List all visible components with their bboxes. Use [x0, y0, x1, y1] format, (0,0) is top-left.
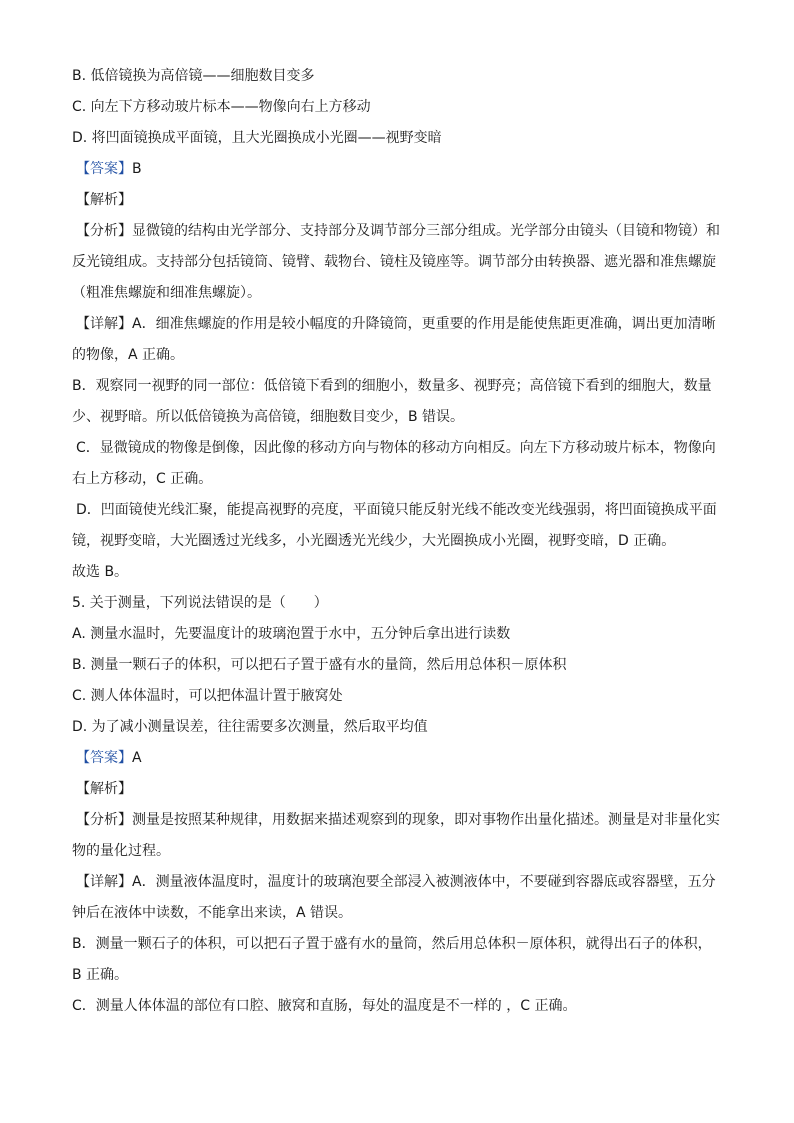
q4-option-b: B. 低倍镜换为高倍镜——细胞数目变多 [72, 68, 315, 84]
answer-tag: 【答案】 [76, 161, 132, 177]
fenxi-tag: 【分析】 [76, 223, 132, 239]
answer-value: A [132, 750, 142, 766]
q4-xiangjie-b2: 少、视野暗。所以低倍镜换为高倍镜，细胞数目变少，B 错误。 [72, 409, 465, 425]
xiangjie-tag: 【详解】 [76, 316, 132, 332]
q4-xiangjie-d1: D．凹面镜使光线汇聚，能提高视野的亮度，平面镜只能反射光线不能改变光线强弱，将凹面镜换成平面 [76, 502, 717, 518]
q4-xiangjie-d2: 镜，视野变暗，大光圈透过光线多，小光圈透光光线少，大光圈换成小光圈，视野变暗，D 正确。 [72, 533, 676, 549]
q4-option-c: C. 向左下方移动玻片标本——物像向右上方移动 [72, 99, 371, 115]
q5-xiangjie-c1: C．测量人体体温的部位有口腔、腋窝和直肠，每处的温度是不一样的 ，C 正确。 [72, 998, 577, 1014]
q5-xiangjie-b1: B．测量一颗石子的体积，可以把石子置于盛有水的量筒，然后用总体积－原体积，就得出石子的体积， [72, 936, 712, 952]
xiangjie-text: A．测量液体温度时，温度计的玻璃泡要全部浸入被测液体中，不要碰到容器底或容器壁，五分 [132, 874, 716, 890]
q4-xiangjie-c2: 右上方移动，C 正确。 [72, 471, 213, 487]
fenxi-text: 显微镜的结构由光学部分、支持部分及调节部分三部分组成。光学部分由镜头（目镜和物镜）和 [132, 223, 720, 239]
q4-fenxi-line-3: （粗准焦螺旋和细准焦螺旋）。 [72, 285, 261, 301]
q5-xiangjie-a2: 钟后在液体中读数，不能拿出来读，A 错误。 [72, 905, 353, 921]
q4-answer [76, 159, 736, 179]
q5-option-a: A. 测量水温时，先要温度计的玻璃泡置于水中，五分钟后拿出进行读数 [72, 626, 511, 642]
q5-option-c: C. 测人体体温时，可以把体温计置于腋窝处 [72, 688, 343, 704]
xiangjie-tag: 【详解】 [76, 874, 132, 890]
fenxi-tag: 【分析】 [76, 812, 132, 828]
q4-xiangjie-c1: C．显微镜成的物像是倒像，因此像的移动方向与物体的移动方向相反。向左下方移动玻片标本，物像向 [76, 440, 716, 456]
q4-xiangjie-a1 [76, 314, 736, 334]
q5-option-b: B. 测量一颗石子的体积，可以把石子置于盛有水的量筒，然后用总体积－原体积 [72, 657, 567, 673]
q4-analysis-tag: 【解析】 [76, 192, 132, 208]
q5-answer [76, 748, 736, 768]
answer-tag: 【答案】 [76, 750, 132, 766]
q4-option-d: D. 将凹面镜换成平面镜，且大光圈换成小光圈——视野变暗 [72, 130, 442, 146]
fenxi-text: 测量是按照某种规律，用数据来描述观察到的现象，即对事物作出量化描述。测量是对非量化实 [132, 812, 720, 828]
q5-analysis-tag: 【解析】 [76, 781, 132, 797]
q4-xiangjie-b1: B．观察同一视野的同一部位：低倍镜下看到的细胞小，数量多、视野亮；高倍镜下看到的细胞大，数量 [72, 378, 712, 394]
q5-stem: 5. 关于测量，下列说法错误的是（ ） [72, 595, 328, 611]
q5-fenxi-line-1 [76, 810, 736, 830]
q5-fenxi-line-2: 物的量化过程。 [72, 843, 170, 859]
q4-fenxi-line-1 [76, 221, 736, 241]
q4-xiangjie-a2: 的物像，A 正确。 [72, 347, 185, 363]
xiangjie-text: A．细准焦螺旋的作用是较小幅度的升降镜筒，更重要的作用是能使焦距更准确，调出更加清晰 [132, 316, 716, 332]
q4-fenxi-line-2: 反光镜组成。支持部分包括镜筒、镜臂、载物台、镜柱及镜座等。调节部分由转换器、遮光器和准焦螺旋 [72, 254, 716, 270]
q5-option-d: D. 为了减小测量误差，往往需要多次测量，然后取平均值 [72, 719, 428, 735]
q4-conclusion: 故选 B。 [72, 564, 129, 580]
q5-xiangjie-b2: B 正确。 [72, 967, 129, 983]
answer-value: B [132, 161, 142, 177]
q5-xiangjie-a1 [76, 872, 736, 892]
